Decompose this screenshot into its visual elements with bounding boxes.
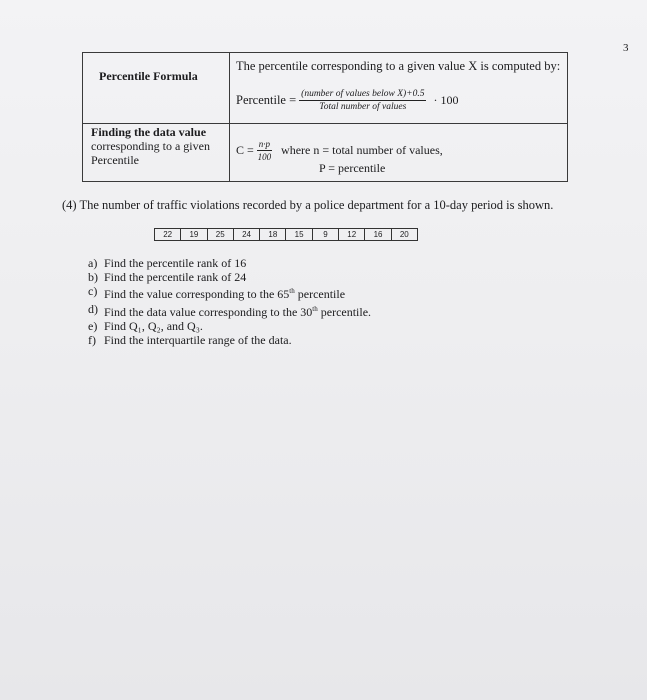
question-item xyxy=(88,284,371,301)
problem-statement: (4) The number of traffic violations recorded by a police department for a 10-day period is shown. xyxy=(62,198,554,212)
finding-label-line-3: Percentile xyxy=(91,153,139,167)
percentile-description: The percentile corresponding to a given value X is computed by: xyxy=(236,59,561,73)
data-cell: 16 xyxy=(365,229,391,240)
data-cell: 12 xyxy=(339,229,365,240)
c-lhs: C = xyxy=(236,143,254,157)
table-divider-horizontal xyxy=(83,123,567,124)
question-text: Find the interquartile range of the data. xyxy=(104,333,292,348)
question-text-after: percentile. xyxy=(317,304,372,319)
percentile-formula-label: Percentile Formula xyxy=(99,69,198,83)
percentile-denominator: Total number of values xyxy=(319,102,407,112)
c-numerator: n·p xyxy=(258,139,271,149)
percentile-fraction xyxy=(299,89,426,112)
question-letter: a) xyxy=(88,256,98,270)
question-text: Find Q₁, Q₂, and Q₃. xyxy=(104,318,203,333)
question-item xyxy=(88,319,371,333)
c-denominator: 100 xyxy=(257,152,272,162)
question-item xyxy=(88,256,371,270)
data-cell: 22 xyxy=(155,229,181,240)
question-list xyxy=(88,256,371,347)
data-cell: 19 xyxy=(181,229,207,240)
question-text xyxy=(104,302,371,319)
percentile-numerator: (number of values below X)+0.5 xyxy=(301,89,425,99)
question-text-before: Find the data value corresponding to the 30 xyxy=(104,304,313,319)
data-cell: 24 xyxy=(234,229,260,240)
question-item xyxy=(88,302,371,319)
data-cell: 25 xyxy=(208,229,234,240)
question-text: Find the percentile rank of 24 xyxy=(104,270,247,285)
question-letter: c) xyxy=(88,284,98,299)
ordinal-suffix: th xyxy=(312,304,318,313)
formula-table xyxy=(82,52,568,182)
data-table xyxy=(154,228,418,241)
question-text xyxy=(104,284,345,301)
finding-label-line-2: corresponding to a given xyxy=(91,139,210,153)
data-cell: 20 xyxy=(399,230,409,239)
c-fraction xyxy=(257,139,272,162)
question-letter: e) xyxy=(88,318,98,333)
percentile-multiplier: · 100 xyxy=(433,93,459,107)
data-cell: 18 xyxy=(260,229,286,240)
question-item xyxy=(88,270,371,284)
question-text: Find the percentile rank of 16 xyxy=(104,256,247,270)
question-text-before: Find the value corresponding to the 65 xyxy=(104,287,290,302)
table-divider-vertical xyxy=(229,53,230,181)
p-definition: P = percentile xyxy=(319,161,386,175)
c-where-text: where n = total number of values, xyxy=(281,143,443,157)
percentile-lhs: Percentile = xyxy=(236,93,297,107)
question-item xyxy=(88,333,371,347)
question-letter: f) xyxy=(88,333,96,348)
data-cell: 15 xyxy=(286,229,312,240)
data-cell: 9 xyxy=(313,229,339,240)
c-equation xyxy=(236,139,443,162)
finding-data-value-label xyxy=(91,125,210,167)
question-letter: b) xyxy=(88,270,98,285)
page-number: 3 xyxy=(623,42,629,54)
question-text-after: percentile xyxy=(294,287,346,302)
ordinal-suffix: th xyxy=(289,287,295,296)
question-letter: d) xyxy=(88,301,98,316)
finding-label-line-1: Finding the data value xyxy=(91,125,207,139)
percentile-equation xyxy=(236,89,462,112)
